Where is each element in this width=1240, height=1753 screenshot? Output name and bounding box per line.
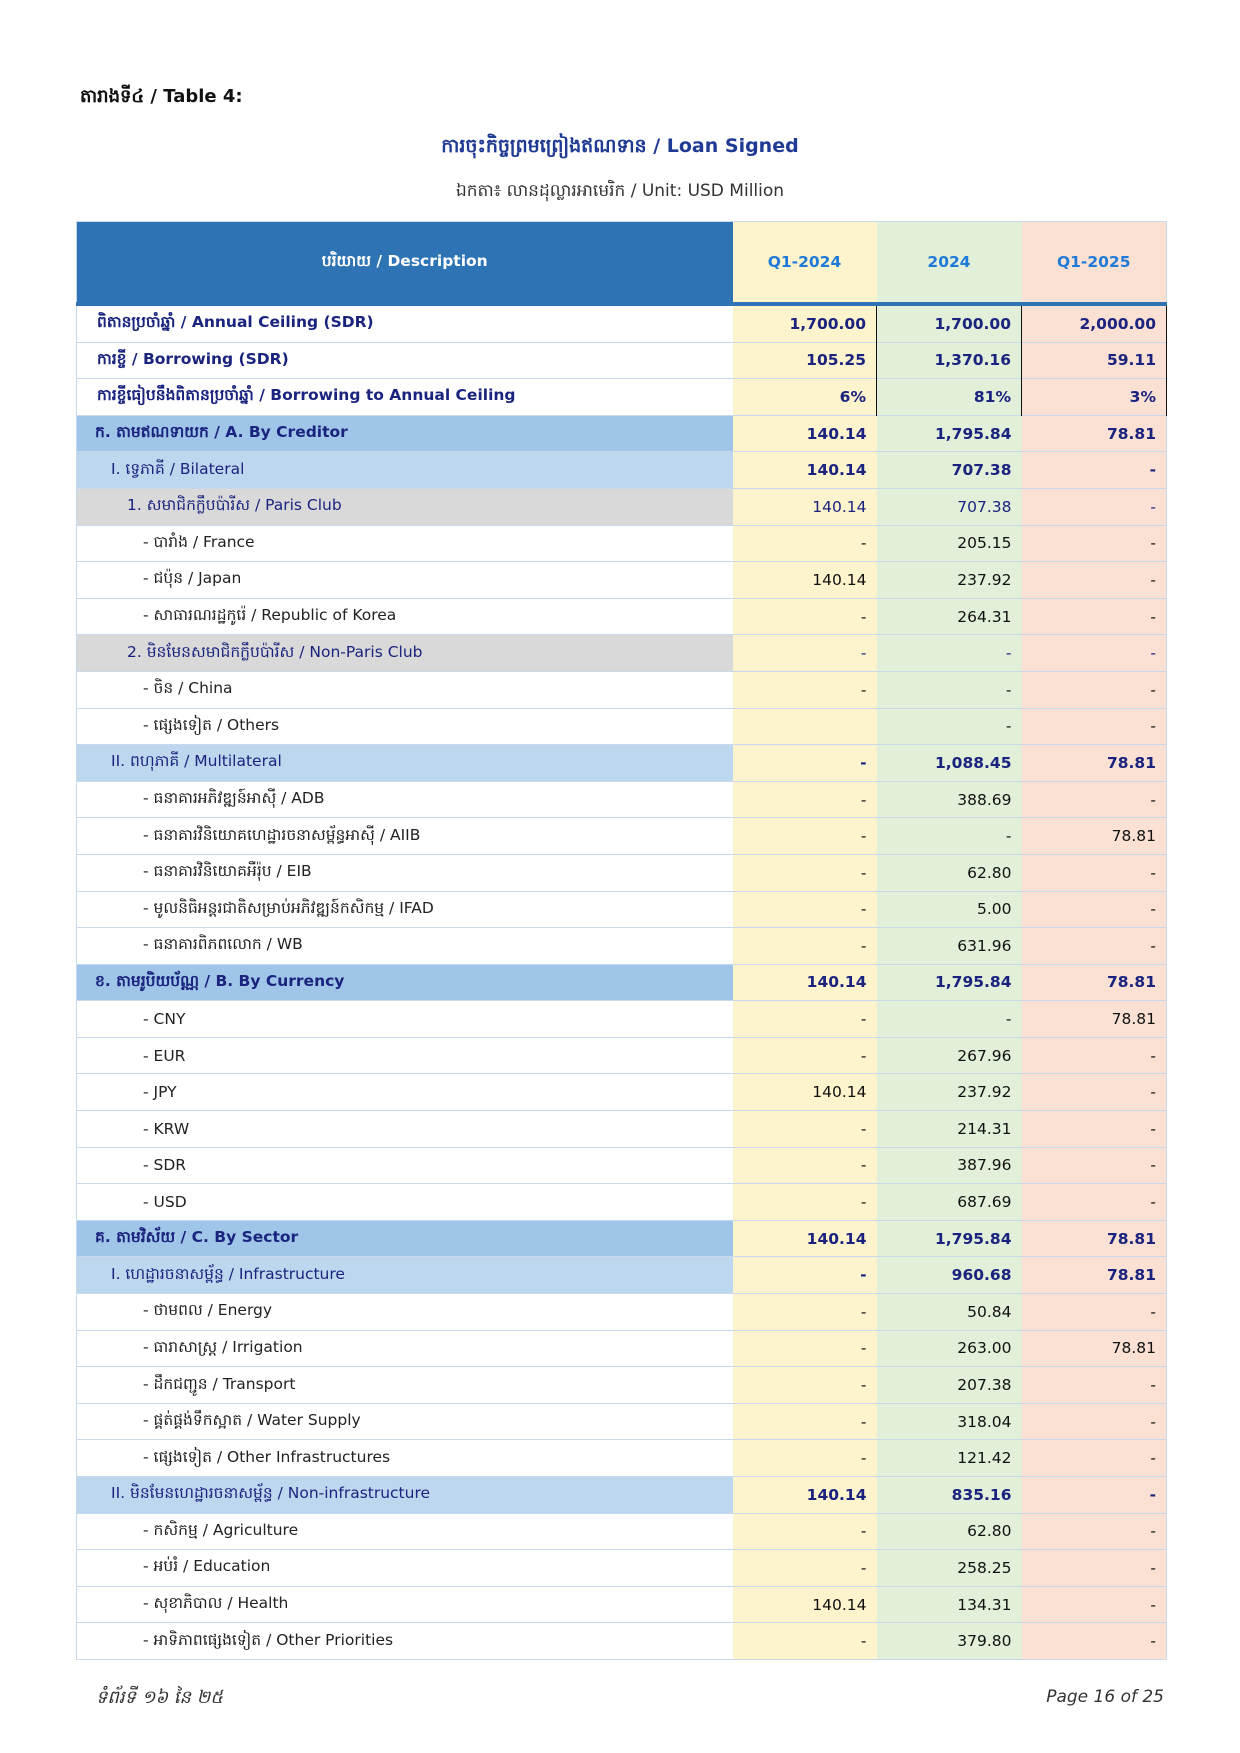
cell-q1-2025: - [1022, 562, 1167, 599]
cell-q1-2025: - [1022, 1147, 1167, 1184]
cell-q1-2024: - [733, 781, 877, 818]
row-description: - ធនាគារវិនិយោគហេដ្ឋារចនាសម្ព័ន្ធអាស៊ី / AIIB [77, 818, 733, 855]
cell-2024: - [877, 635, 1022, 672]
row-description: - ផ្សេងទៀត / Other Infrastructures [77, 1440, 733, 1477]
table-row [77, 1403, 1167, 1440]
table-row [77, 304, 1167, 342]
cell-q1-2025: 2,000.00 [1022, 304, 1167, 342]
cell-q1-2024: - [733, 1001, 877, 1038]
cell-q1-2024: - [733, 635, 877, 672]
cell-q1-2024: - [733, 1257, 877, 1294]
row-description: - CNY [77, 1001, 733, 1038]
row-description: - អប់រំ / Education [77, 1550, 733, 1587]
row-description: ពិតានប្រចាំឆ្នាំ / Annual Ceiling (SDR) [77, 304, 733, 342]
col-header-2024: 2024 [877, 222, 1022, 305]
table-header-row [77, 222, 1167, 305]
cell-q1-2024: 140.14 [733, 452, 877, 489]
cell-q1-2025: - [1022, 1111, 1167, 1148]
row-description: - សុខាភិបាល / Health [77, 1586, 733, 1623]
cell-q1-2025: - [1022, 635, 1167, 672]
row-description: - ដឹកជញ្ជូន / Transport [77, 1367, 733, 1404]
table-row [77, 818, 1167, 855]
cell-q1-2025: - [1022, 781, 1167, 818]
cell-q1-2025: - [1022, 1586, 1167, 1623]
cell-q1-2024: - [733, 1147, 877, 1184]
table-row [77, 1111, 1167, 1148]
cell-2024: 121.42 [877, 1440, 1022, 1477]
cell-2024: 835.16 [877, 1477, 1022, 1514]
cell-q1-2025: - [1022, 1550, 1167, 1587]
cell-q1-2024: - [733, 1111, 877, 1148]
cell-q1-2024: - [733, 1550, 877, 1587]
table-row [77, 745, 1167, 782]
row-description: - បារាំង / France [77, 525, 733, 562]
table-row [77, 1513, 1167, 1550]
cell-q1-2024: - [733, 1330, 877, 1367]
row-description: - ចិន / China [77, 671, 733, 708]
cell-q1-2025: 78.81 [1022, 1001, 1167, 1038]
row-description: ការខ្ចីធៀបនឹងពិតានប្រចាំឆ្នាំ / Borrowing to Annual Ceiling [77, 379, 733, 416]
table-row [77, 1147, 1167, 1184]
cell-2024: 387.96 [877, 1147, 1022, 1184]
cell-q1-2024: 140.14 [733, 1477, 877, 1514]
cell-2024: 960.68 [877, 1257, 1022, 1294]
table-row [77, 488, 1167, 525]
cell-2024: 237.92 [877, 562, 1022, 599]
cell-q1-2024: 140.14 [733, 488, 877, 525]
row-description: - USD [77, 1184, 733, 1221]
cell-2024: 318.04 [877, 1403, 1022, 1440]
cell-q1-2024: - [733, 1294, 877, 1331]
cell-q1-2025: 3% [1022, 379, 1167, 416]
footer-page-number: Page 16 of 25 [1046, 1687, 1164, 1707]
row-description: I. ទ្វេភាគី / Bilateral [77, 452, 733, 489]
table-row [77, 342, 1167, 379]
cell-q1-2025: - [1022, 1513, 1167, 1550]
row-description: - JPY [77, 1074, 733, 1111]
row-description: ខ. តាមរូបិយប័ណ្ណ / B. By Currency [77, 964, 733, 1001]
cell-2024: 1,088.45 [877, 745, 1022, 782]
table-row [77, 525, 1167, 562]
cell-2024: 50.84 [877, 1294, 1022, 1331]
cell-2024: 1,795.84 [877, 415, 1022, 452]
table-row [77, 1220, 1167, 1257]
row-description: - KRW [77, 1111, 733, 1148]
table-row [77, 1037, 1167, 1074]
table-row [77, 708, 1167, 745]
table-row [77, 1330, 1167, 1367]
cell-2024: 263.00 [877, 1330, 1022, 1367]
cell-q1-2025: 78.81 [1022, 1257, 1167, 1294]
table-row [77, 891, 1167, 928]
cell-q1-2024: 140.14 [733, 562, 877, 599]
cell-q1-2024: 140.14 [733, 1220, 877, 1257]
cell-2024: 379.80 [877, 1623, 1022, 1660]
cell-2024: 631.96 [877, 928, 1022, 965]
cell-2024: 134.31 [877, 1586, 1022, 1623]
cell-q1-2024: - [733, 928, 877, 965]
row-description: - ជប៉ុន / Japan [77, 562, 733, 599]
col-header-q1-2024: Q1-2024 [733, 222, 877, 305]
cell-2024: 207.38 [877, 1367, 1022, 1404]
row-description: ក. តាមឥណទាយក / A. By Creditor [77, 415, 733, 452]
cell-q1-2024: - [733, 818, 877, 855]
cell-2024: 81% [877, 379, 1022, 416]
cell-2024: 62.80 [877, 1513, 1022, 1550]
row-description: - អាទិភាពផ្សេងទៀត / Other Priorities [77, 1623, 733, 1660]
cell-q1-2024: 140.14 [733, 415, 877, 452]
row-description: - កសិកម្ម / Agriculture [77, 1513, 733, 1550]
cell-2024: 205.15 [877, 525, 1022, 562]
cell-q1-2025: - [1022, 1403, 1167, 1440]
table-row [77, 635, 1167, 672]
cell-2024: 237.92 [877, 1074, 1022, 1111]
cell-q1-2025: - [1022, 1440, 1167, 1477]
row-description: - ផ្គត់ផ្គង់ទឹកស្អាត / Water Supply [77, 1403, 733, 1440]
table-row [77, 1294, 1167, 1331]
cell-q1-2025: 78.81 [1022, 745, 1167, 782]
cell-q1-2024: - [733, 598, 877, 635]
table-row [77, 1550, 1167, 1587]
row-description: II. មិនមែនហេដ្ឋារចនាសម្ព័ន្ធ / Non-infrastructure [77, 1477, 733, 1514]
cell-q1-2025: 78.81 [1022, 818, 1167, 855]
table-row [77, 1257, 1167, 1294]
table-row [77, 415, 1167, 452]
cell-2024: 1,795.84 [877, 964, 1022, 1001]
table-row [77, 1367, 1167, 1404]
row-description: - ធនាគារវិនិយោគអឺរ៉ុប / EIB [77, 854, 733, 891]
cell-2024: 1,795.84 [877, 1220, 1022, 1257]
table-row [77, 1477, 1167, 1514]
table-row [77, 781, 1167, 818]
cell-q1-2025: - [1022, 1074, 1167, 1111]
table-row [77, 1586, 1167, 1623]
cell-2024: 388.69 [877, 781, 1022, 818]
cell-q1-2024: - [733, 854, 877, 891]
cell-2024: 264.31 [877, 598, 1022, 635]
cell-q1-2025: - [1022, 598, 1167, 635]
cell-q1-2024: - [733, 1403, 877, 1440]
row-description: II. ពហុភាគី / Multilateral [77, 745, 733, 782]
cell-q1-2025: - [1022, 1294, 1167, 1331]
row-description: គ. តាមវិស័យ / C. By Sector [77, 1220, 733, 1257]
cell-2024: 1,370.16 [877, 342, 1022, 379]
cell-q1-2024: 140.14 [733, 964, 877, 1001]
row-description: 2. មិនមែនសមាជិកក្លឹបប៉ារីស / Non-Paris Club [77, 635, 733, 672]
table-row [77, 854, 1167, 891]
row-description: ការខ្ចី / Borrowing (SDR) [77, 342, 733, 379]
cell-2024: - [877, 708, 1022, 745]
cell-2024: - [877, 1001, 1022, 1038]
cell-2024: 707.38 [877, 488, 1022, 525]
cell-q1-2025: 78.81 [1022, 1220, 1167, 1257]
table-body [77, 304, 1167, 1659]
table-row [77, 671, 1167, 708]
cell-q1-2024: - [733, 1623, 877, 1660]
table-row [77, 598, 1167, 635]
cell-q1-2024: - [733, 525, 877, 562]
cell-q1-2025: 78.81 [1022, 415, 1167, 452]
cell-q1-2025: - [1022, 854, 1167, 891]
table-label: តារាងទី៤ / Table 4: [80, 86, 243, 107]
row-description: - ធារាសាស្ត្រ / Irrigation [77, 1330, 733, 1367]
cell-q1-2024: - [733, 1367, 877, 1404]
row-description: - មូលនិធិអន្តរជាតិសម្រាប់អភិវឌ្ឍន៍កសិកម្ម / IFAD [77, 891, 733, 928]
cell-2024: 267.96 [877, 1037, 1022, 1074]
cell-q1-2025: - [1022, 1037, 1167, 1074]
cell-2024: 214.31 [877, 1111, 1022, 1148]
row-description: - ធនាគារពិភពលោក / WB [77, 928, 733, 965]
cell-q1-2024 [733, 708, 877, 745]
table-row [77, 964, 1167, 1001]
table-row [77, 1001, 1167, 1038]
cell-q1-2024: 1,700.00 [733, 304, 877, 342]
col-header-q1-2025: Q1-2025 [1022, 222, 1167, 305]
table-row [77, 1440, 1167, 1477]
row-description: - ថាមពល / Energy [77, 1294, 733, 1331]
cell-2024: 5.00 [877, 891, 1022, 928]
cell-q1-2025: 59.11 [1022, 342, 1167, 379]
cell-q1-2024: 105.25 [733, 342, 877, 379]
cell-q1-2025: - [1022, 1477, 1167, 1514]
cell-q1-2025: - [1022, 708, 1167, 745]
cell-q1-2025: - [1022, 1623, 1167, 1660]
row-description: - ផ្សេងទៀត / Others [77, 708, 733, 745]
table-row [77, 1184, 1167, 1221]
cell-q1-2024: - [733, 1037, 877, 1074]
row-description: - សាធារណរដ្ឋកូរ៉េ / Republic of Korea [77, 598, 733, 635]
cell-q1-2024: - [733, 1440, 877, 1477]
cell-q1-2025: 78.81 [1022, 1330, 1167, 1367]
cell-q1-2025: - [1022, 452, 1167, 489]
row-description: - SDR [77, 1147, 733, 1184]
row-description: - EUR [77, 1037, 733, 1074]
cell-q1-2024: - [733, 891, 877, 928]
table-row [77, 452, 1167, 489]
cell-q1-2024: - [733, 671, 877, 708]
cell-2024: 1,700.00 [877, 304, 1022, 342]
cell-q1-2025: - [1022, 525, 1167, 562]
cell-q1-2024: - [733, 1513, 877, 1550]
table-row [77, 928, 1167, 965]
table-row [77, 562, 1167, 599]
cell-q1-2025: - [1022, 671, 1167, 708]
unit-label: ឯកតា៖ លានដុល្លារអាមេរិក / Unit: USD Million [455, 181, 785, 201]
cell-2024: 258.25 [877, 1550, 1022, 1587]
cell-q1-2025: - [1022, 928, 1167, 965]
cell-2024: 707.38 [877, 452, 1022, 489]
cell-q1-2025: - [1022, 891, 1167, 928]
cell-q1-2025: - [1022, 1367, 1167, 1404]
cell-2024: 62.80 [877, 854, 1022, 891]
cell-2024: 687.69 [877, 1184, 1022, 1221]
cell-q1-2024: 140.14 [733, 1074, 877, 1111]
cell-q1-2025: 78.81 [1022, 964, 1167, 1001]
cell-2024: - [877, 818, 1022, 855]
footer-page-khmer: ទំព័រទី ១៦ នៃ ២៥ [96, 1687, 224, 1708]
cell-q1-2024: - [733, 1184, 877, 1221]
loan-signed-table [76, 221, 1167, 1660]
cell-q1-2024: - [733, 745, 877, 782]
table-row [77, 1074, 1167, 1111]
cell-q1-2024: 6% [733, 379, 877, 416]
cell-q1-2025: - [1022, 488, 1167, 525]
cell-q1-2025: - [1022, 1184, 1167, 1221]
table-row [77, 379, 1167, 416]
row-description: I. ហេដ្ឋារចនាសម្ព័ន្ធ / Infrastructure [77, 1257, 733, 1294]
table-row [77, 1623, 1167, 1660]
col-header-description: បរិយាយ / Description [77, 222, 733, 305]
cell-q1-2024: 140.14 [733, 1586, 877, 1623]
row-description: 1. សមាជិកក្លឹបប៉ារីស / Paris Club [77, 488, 733, 525]
page-title: ការចុះកិច្ចព្រមព្រៀងឥណទាន / Loan Signed [441, 135, 799, 157]
cell-2024: - [877, 671, 1022, 708]
row-description: - ធនាគារអភិវឌ្ឍន៍អាស៊ី / ADB [77, 781, 733, 818]
